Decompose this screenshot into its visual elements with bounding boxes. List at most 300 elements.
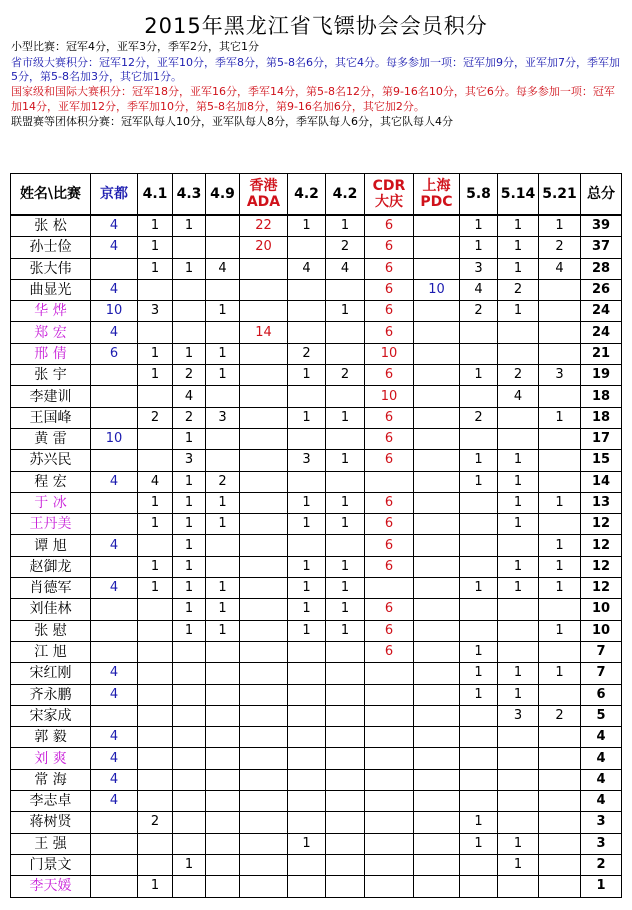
points-cell (206, 279, 240, 300)
points-cell (206, 833, 240, 854)
points-cell (206, 535, 240, 556)
points-cell: 1 (173, 535, 206, 556)
points-cell: 2 (539, 237, 581, 258)
points-cell: 1 (498, 215, 539, 237)
points-cell (206, 748, 240, 769)
points-cell (414, 322, 460, 343)
points-cell (240, 748, 288, 769)
points-cell (326, 535, 365, 556)
points-cell: 4 (91, 535, 138, 556)
total-points-cell: 24 (581, 301, 622, 322)
points-cell (365, 748, 414, 769)
points-cell (414, 556, 460, 577)
points-cell: 10 (91, 301, 138, 322)
points-cell (288, 791, 326, 812)
points-cell (460, 599, 498, 620)
points-cell (91, 365, 138, 386)
total-points-cell: 18 (581, 407, 622, 428)
table-row (11, 578, 622, 599)
table-row (11, 215, 622, 237)
member-name: 华 烨 (11, 301, 91, 322)
points-cell: 1 (326, 215, 365, 237)
points-cell (460, 535, 498, 556)
points-cell (288, 769, 326, 790)
points-cell (173, 663, 206, 684)
points-cell (414, 833, 460, 854)
points-cell (460, 322, 498, 343)
points-cell (539, 812, 581, 833)
points-cell (288, 854, 326, 875)
points-cell: 1 (206, 301, 240, 322)
points-cell: 3 (539, 365, 581, 386)
points-cell (414, 620, 460, 641)
points-cell: 1 (288, 215, 326, 237)
points-cell (91, 705, 138, 726)
points-cell: 6 (91, 343, 138, 364)
points-cell: 1 (460, 812, 498, 833)
points-cell (206, 428, 240, 449)
total-points-cell: 4 (581, 727, 622, 748)
points-cell (460, 428, 498, 449)
points-cell: 1 (498, 833, 539, 854)
points-cell (414, 215, 460, 237)
points-cell: 6 (365, 514, 414, 535)
points-cell (138, 386, 173, 407)
points-cell (326, 727, 365, 748)
total-points-cell: 10 (581, 620, 622, 641)
points-cell (138, 641, 173, 662)
points-cell: 20 (240, 237, 288, 258)
points-cell: 1 (173, 258, 206, 279)
points-cell (539, 514, 581, 535)
points-cell: 1 (206, 514, 240, 535)
points-cell: 6 (365, 450, 414, 471)
points-cell: 4 (91, 237, 138, 258)
points-cell (138, 769, 173, 790)
member-name: 张大伟 (11, 258, 91, 279)
points-cell (365, 876, 414, 897)
points-cell (498, 812, 539, 833)
points-cell: 2 (460, 301, 498, 322)
member-name: 肖德军 (11, 578, 91, 599)
points-cell (138, 428, 173, 449)
points-cell: 6 (365, 365, 414, 386)
points-cell: 3 (206, 407, 240, 428)
points-cell: 1 (498, 471, 539, 492)
total-points-cell: 4 (581, 791, 622, 812)
points-cell: 4 (288, 258, 326, 279)
points-cell: 3 (460, 258, 498, 279)
points-cell: 1 (539, 663, 581, 684)
points-cell (138, 450, 173, 471)
member-name: 程 宏 (11, 471, 91, 492)
points-cell (288, 727, 326, 748)
points-cell (91, 492, 138, 513)
points-cell (498, 599, 539, 620)
member-name: 黄 雷 (11, 428, 91, 449)
points-cell: 1 (138, 343, 173, 364)
points-cell (365, 663, 414, 684)
total-points-cell: 24 (581, 322, 622, 343)
points-cell (365, 727, 414, 748)
points-cell (414, 641, 460, 662)
total-points-cell: 19 (581, 365, 622, 386)
points-cell: 2 (173, 407, 206, 428)
points-cell: 6 (365, 258, 414, 279)
points-cell: 6 (365, 492, 414, 513)
points-cell (326, 769, 365, 790)
column-header-event: 4.1 (138, 174, 173, 216)
points-cell (173, 876, 206, 897)
points-cell (138, 854, 173, 875)
rule-national-events: 国家级和国际大赛积分：冠军18分，亚军16分，季军14分，第5-8名12分，第9-16名10分，其它6分。每多参加一项：冠军加14分，亚军加12分，季军加10分，第5-8名加8分，第9-16名加6分，其它加2分。 (11, 85, 615, 113)
points-cell (365, 791, 414, 812)
points-cell: 1 (173, 556, 206, 577)
total-points-cell: 15 (581, 450, 622, 471)
points-cell (173, 769, 206, 790)
points-cell: 1 (460, 471, 498, 492)
points-cell: 1 (288, 620, 326, 641)
member-name: 张 松 (11, 215, 91, 237)
points-cell: 1 (138, 578, 173, 599)
points-cell: 1 (326, 620, 365, 641)
total-points-cell: 3 (581, 812, 622, 833)
points-cell: 2 (138, 407, 173, 428)
points-cell (498, 727, 539, 748)
points-cell (365, 705, 414, 726)
points-cell: 1 (539, 215, 581, 237)
table-row (11, 258, 622, 279)
points-cell: 4 (91, 791, 138, 812)
points-cell (138, 535, 173, 556)
points-cell (365, 812, 414, 833)
points-cell: 1 (539, 620, 581, 641)
points-cell: 4 (173, 386, 206, 407)
total-points-cell: 12 (581, 514, 622, 535)
points-cell: 6 (365, 428, 414, 449)
points-cell: 1 (206, 365, 240, 386)
points-cell (326, 791, 365, 812)
member-name: 王国峰 (11, 407, 91, 428)
points-cell (91, 833, 138, 854)
points-cell: 1 (498, 578, 539, 599)
points-cell (138, 663, 173, 684)
points-cell (173, 727, 206, 748)
points-cell (326, 833, 365, 854)
total-points-cell: 28 (581, 258, 622, 279)
member-name: 蒋树贤 (11, 812, 91, 833)
points-cell (91, 620, 138, 641)
points-cell (326, 812, 365, 833)
points-cell (539, 641, 581, 662)
points-cell (91, 812, 138, 833)
points-cell (240, 620, 288, 641)
points-cell: 1 (460, 215, 498, 237)
points-cell: 1 (460, 663, 498, 684)
points-cell (460, 769, 498, 790)
points-cell (206, 854, 240, 875)
member-name: 刘佳林 (11, 599, 91, 620)
points-cell (414, 791, 460, 812)
points-cell: 1 (326, 514, 365, 535)
points-cell (414, 365, 460, 386)
points-cell (539, 322, 581, 343)
table-row (11, 876, 622, 897)
page-title: 2015年黑龙江省飞镖协会会员积分 (144, 14, 488, 38)
points-cell: 1 (173, 514, 206, 535)
points-cell (460, 791, 498, 812)
points-cell (414, 386, 460, 407)
points-cell (288, 812, 326, 833)
member-name: 王 强 (11, 833, 91, 854)
points-cell (206, 705, 240, 726)
points-cell: 1 (498, 684, 539, 705)
total-points-cell: 13 (581, 492, 622, 513)
table-row (11, 407, 622, 428)
table-row (11, 748, 622, 769)
total-points-cell: 21 (581, 343, 622, 364)
points-cell: 1 (326, 599, 365, 620)
points-cell: 4 (91, 727, 138, 748)
table-row (11, 727, 622, 748)
points-cell (240, 471, 288, 492)
member-name: 宋家成 (11, 705, 91, 726)
points-cell (539, 748, 581, 769)
points-cell: 1 (206, 620, 240, 641)
points-cell: 1 (498, 450, 539, 471)
points-cell (138, 322, 173, 343)
points-cell: 4 (138, 471, 173, 492)
points-cell (460, 705, 498, 726)
points-cell: 6 (365, 641, 414, 662)
points-cell: 1 (173, 578, 206, 599)
member-name: 邢 倩 (11, 343, 91, 364)
points-cell: 1 (460, 833, 498, 854)
points-cell (206, 812, 240, 833)
member-name: 曲显光 (11, 279, 91, 300)
points-cell (414, 812, 460, 833)
points-cell (288, 641, 326, 662)
points-cell: 4 (91, 684, 138, 705)
member-name: 门景文 (11, 854, 91, 875)
total-points-cell: 6 (581, 684, 622, 705)
points-cell: 2 (288, 343, 326, 364)
total-points-cell: 10 (581, 599, 622, 620)
points-cell (460, 748, 498, 769)
member-name: 赵御龙 (11, 556, 91, 577)
points-cell (138, 620, 173, 641)
points-cell (414, 535, 460, 556)
points-cell: 1 (138, 492, 173, 513)
points-cell: 1 (460, 237, 498, 258)
points-cell (414, 876, 460, 897)
points-cell (91, 641, 138, 662)
points-cell (539, 450, 581, 471)
points-cell (288, 705, 326, 726)
points-cell (414, 343, 460, 364)
points-cell (173, 684, 206, 705)
points-cell (240, 663, 288, 684)
points-cell: 1 (138, 556, 173, 577)
points-cell (539, 428, 581, 449)
points-cell (498, 769, 539, 790)
points-cell: 10 (365, 386, 414, 407)
points-cell (414, 684, 460, 705)
points-cell (240, 769, 288, 790)
rule-small-events: 小型比赛：冠军4分，亚军3分，季军2分，其它1分 (11, 40, 259, 53)
points-cell (539, 279, 581, 300)
points-cell (539, 791, 581, 812)
points-cell: 1 (173, 343, 206, 364)
points-cell: 1 (138, 215, 173, 237)
points-cell (240, 791, 288, 812)
points-cell (326, 386, 365, 407)
points-cell (206, 727, 240, 748)
points-cell (365, 578, 414, 599)
column-header-event: 4.2 (326, 174, 365, 216)
points-cell (498, 535, 539, 556)
points-cell: 1 (460, 365, 498, 386)
points-cell (138, 705, 173, 726)
points-cell (240, 365, 288, 386)
points-cell (240, 812, 288, 833)
points-cell (414, 237, 460, 258)
points-cell (414, 514, 460, 535)
points-cell: 4 (91, 748, 138, 769)
points-cell: 1 (326, 450, 365, 471)
table-row (11, 791, 622, 812)
points-cell (138, 791, 173, 812)
total-points-cell: 17 (581, 428, 622, 449)
table-row (11, 556, 622, 577)
column-header-event: 5.14 (498, 174, 539, 216)
column-header-event: 5.21 (539, 174, 581, 216)
points-cell (414, 599, 460, 620)
points-cell (240, 301, 288, 322)
points-cell (288, 535, 326, 556)
table-row (11, 769, 622, 790)
points-cell: 4 (539, 258, 581, 279)
points-cell: 1 (138, 365, 173, 386)
points-cell: 1 (498, 514, 539, 535)
points-cell: 2 (206, 471, 240, 492)
points-cell (326, 279, 365, 300)
points-cell (288, 279, 326, 300)
total-points-cell: 14 (581, 471, 622, 492)
points-cell (91, 599, 138, 620)
points-cell (414, 705, 460, 726)
points-cell: 1 (498, 237, 539, 258)
points-cell: 1 (173, 492, 206, 513)
points-cell (539, 471, 581, 492)
points-cell (206, 876, 240, 897)
points-cell: 1 (288, 365, 326, 386)
points-cell: 4 (91, 471, 138, 492)
points-cell (414, 471, 460, 492)
points-cell: 4 (460, 279, 498, 300)
points-cell: 1 (539, 535, 581, 556)
points-cell: 1 (206, 343, 240, 364)
points-cell (498, 620, 539, 641)
points-cell: 1 (539, 578, 581, 599)
points-cell (240, 514, 288, 535)
points-cell: 1 (206, 578, 240, 599)
points-cell: 6 (365, 535, 414, 556)
table-body (11, 215, 622, 897)
table-row (11, 854, 622, 875)
total-points-cell: 18 (581, 386, 622, 407)
points-cell: 3 (288, 450, 326, 471)
points-cell (498, 876, 539, 897)
points-cell (365, 833, 414, 854)
points-cell (326, 471, 365, 492)
points-cell (498, 791, 539, 812)
points-cell (240, 428, 288, 449)
points-cell (240, 535, 288, 556)
points-cell (414, 769, 460, 790)
points-cell (326, 876, 365, 897)
points-cell (240, 705, 288, 726)
points-cell (206, 450, 240, 471)
points-cell (206, 791, 240, 812)
points-cell (326, 705, 365, 726)
points-cell (326, 854, 365, 875)
points-cell (414, 663, 460, 684)
points-cell (173, 301, 206, 322)
member-name: 宋红刚 (11, 663, 91, 684)
points-cell: 1 (460, 578, 498, 599)
table-row (11, 301, 622, 322)
points-cell: 4 (91, 215, 138, 237)
points-cell: 6 (365, 599, 414, 620)
points-cell: 6 (365, 301, 414, 322)
column-header-event: 京都 (91, 174, 138, 216)
points-cell (460, 492, 498, 513)
points-cell (240, 407, 288, 428)
points-cell (460, 854, 498, 875)
total-points-cell: 7 (581, 641, 622, 662)
points-cell: 3 (173, 450, 206, 471)
points-cell: 1 (460, 684, 498, 705)
total-points-cell: 1 (581, 876, 622, 897)
points-cell (498, 641, 539, 662)
points-cell: 1 (326, 407, 365, 428)
points-table (10, 173, 622, 898)
points-cell (498, 343, 539, 364)
points-cell (240, 833, 288, 854)
points-cell (326, 748, 365, 769)
points-cell: 1 (173, 854, 206, 875)
points-cell (240, 492, 288, 513)
points-cell (288, 386, 326, 407)
points-cell: 6 (365, 215, 414, 237)
points-cell (460, 386, 498, 407)
points-cell: 1 (498, 301, 539, 322)
member-name: 谭 旭 (11, 535, 91, 556)
points-cell (460, 343, 498, 364)
points-cell: 4 (91, 279, 138, 300)
points-cell (326, 322, 365, 343)
points-cell: 6 (365, 237, 414, 258)
points-cell: 2 (539, 705, 581, 726)
points-cell (414, 450, 460, 471)
points-cell (206, 684, 240, 705)
rule-league-events: 联盟赛等团体积分赛：冠军队每人10分，亚军队每人8分，季军队每人6分，其它队每人4分 (11, 114, 453, 128)
points-cell (460, 620, 498, 641)
points-cell: 2 (173, 365, 206, 386)
points-cell (138, 279, 173, 300)
points-cell (365, 854, 414, 875)
